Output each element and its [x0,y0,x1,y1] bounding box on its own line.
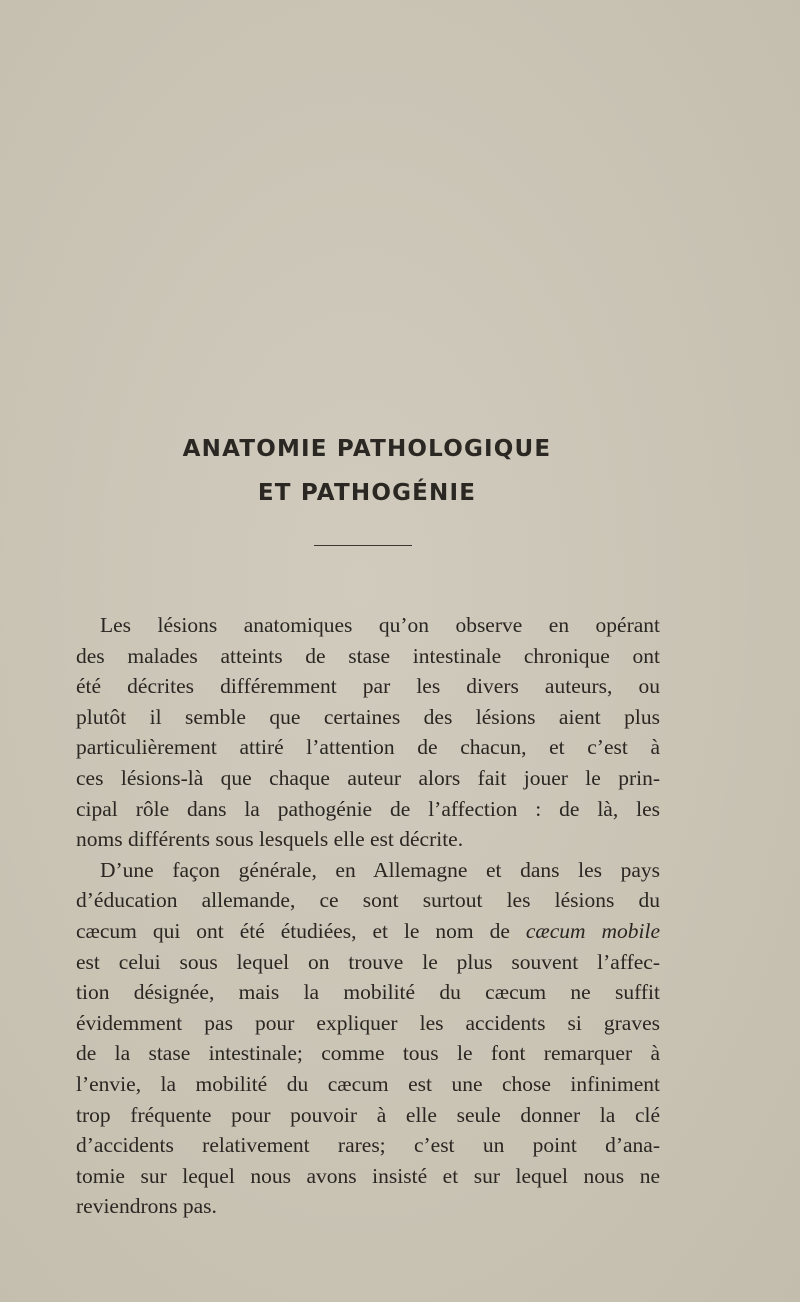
paragraph-1-line: noms différents sous lesquels elle est décrite. [76,827,464,852]
paragraph-2-line: évidemment pas pour expliquer les accidents si graves [76,1010,660,1035]
paragraph-2-line: D’une façon générale, en Allemagne et dans les pays [100,857,660,882]
italic-term: cæcum mobile [525,918,660,943]
chapter-title-line-1: ANATOMIE PATHOLOGIQUE [182,436,552,462]
paragraph-2-text: cæcum qui ont été étudiées, et le nom de [76,918,526,943]
paragraph-2-line: tion désignée, mais la mobilité du cæcum ne suffit [76,980,660,1005]
paragraph-1-line: Les lésions anatomiques qu’on observe en opérant [100,613,660,637]
paragraph-2-line [76,916,660,947]
chapter-title-line-2: ET PATHOGÉNIE [257,480,477,506]
paragraph-1-line: cipal rôle dans la pathogénie de l’affection : de là, les [76,796,660,821]
paragraph-1-line: plutôt il semble que certaines des lésions aient plus [76,704,660,729]
body-text [76,610,660,1222]
paragraph-2-line: est celui sous lequel on trouve le plus souvent l’affec- [76,949,660,974]
paragraph-2-line: d’éducation allemande, ce sont surtout les lésions du [76,888,660,913]
paragraph-2-line: l’envie, la mobilité du cæcum est une chose infiniment [76,1071,660,1096]
paragraph-2-line: trop fréquente pour pouvoir à elle seule donner la clé [76,1102,660,1127]
paragraph-1-line: ces lésions-là que chaque auteur alors fait jouer le prin- [76,765,660,790]
paragraph-2-line: d’accidents relativement rares; c’est un point d’ana- [76,1133,660,1158]
paragraph-1-line: particulièrement attiré l’attention de chacun, et c’est à [76,735,660,760]
paragraph-2-line: tomie sur lequel nous avons insisté et sur lequel nous ne [76,1163,660,1188]
paragraph-1-line: été décrites différemment par les divers auteurs, ou [76,674,660,699]
paragraph-2-line: de la stase intestinale; comme tous le font remarquer à [76,1041,660,1066]
paragraph-1-line: des malades atteints de stase intestinale chronique ont [76,643,660,668]
title-divider [314,545,412,546]
paragraph-2-line: reviendrons pas. [76,1194,217,1219]
